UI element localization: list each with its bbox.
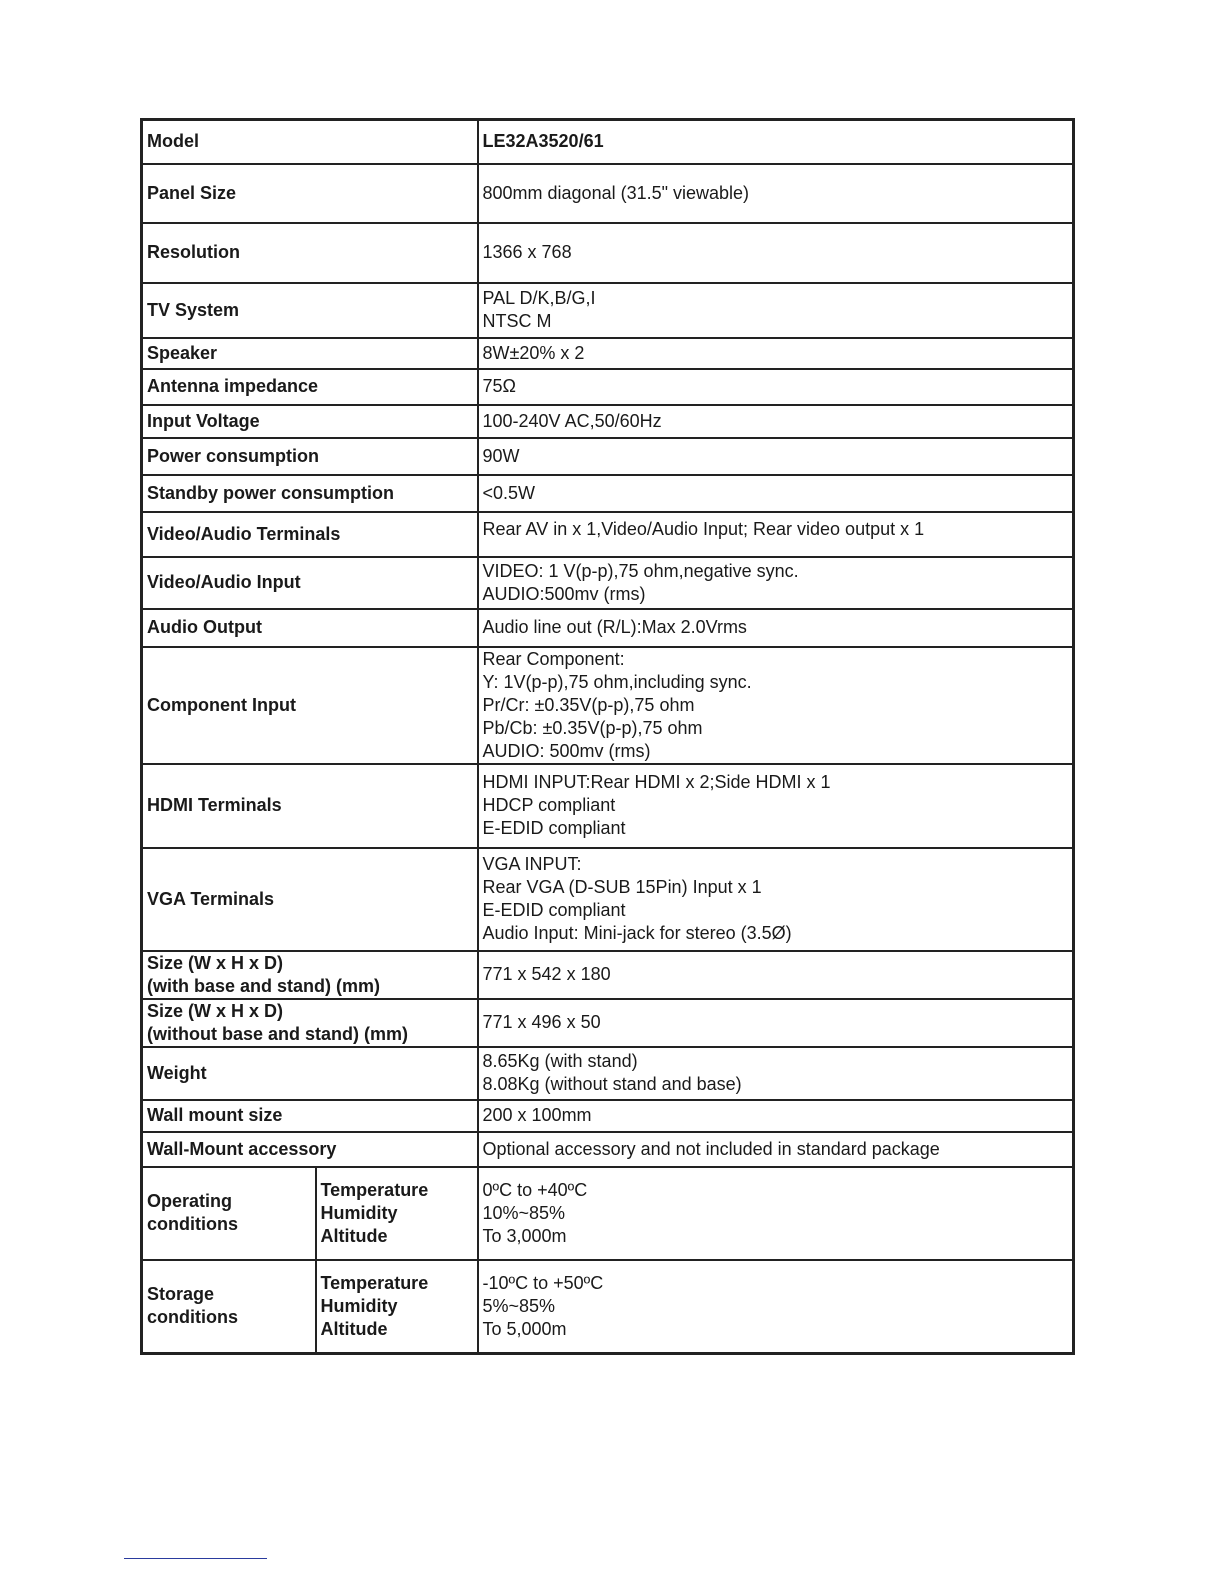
spec-row-video-audio-terminals — [142, 512, 1074, 557]
spec-row-storage-conditions — [142, 1260, 1074, 1354]
spec-row-size-without-stand — [142, 999, 1074, 1047]
spec-value: HDMI INPUT:Rear HDMI x 2;Side HDMI x 1 HDCP compliant E-EDID compliant — [478, 764, 1074, 848]
spec-value: 1366 x 768 — [478, 223, 1074, 283]
footer-divider — [124, 1558, 267, 1559]
spec-row-vga-terminals — [142, 848, 1074, 951]
spec-row-speaker — [142, 338, 1074, 369]
spec-value: 75Ω — [478, 369, 1074, 405]
spec-row-wall-mount-size — [142, 1100, 1074, 1132]
spec-value: Audio line out (R/L):Max 2.0Vrms — [478, 609, 1074, 647]
spec-row-tv-system — [142, 283, 1074, 338]
spec-value: LE32A3520/61 — [478, 120, 1074, 164]
spec-row-weight — [142, 1047, 1074, 1100]
spec-row-video-audio-input — [142, 557, 1074, 609]
spec-label: Model — [142, 120, 478, 164]
spec-row-size-with-stand — [142, 951, 1074, 999]
spec-label: TV System — [142, 283, 478, 338]
spec-label: Panel Size — [142, 164, 478, 223]
spec-label: Input Voltage — [142, 405, 478, 438]
spec-row-input-voltage — [142, 405, 1074, 438]
spec-value: VGA INPUT: Rear VGA (D-SUB 15Pin) Input x 1 E-EDID compliant Audio Input: Mini-jack for stereo (3.5Ø) — [478, 848, 1074, 951]
spec-value: Rear Component: Y: 1V(p-p),75 ohm,including sync. Pr/Cr: ±0.35V(p-p),75 ohm Pb/Cb: ±0.35V(p-p),75 ohm AUDIO: 500mv (rms) — [478, 647, 1074, 764]
spec-row-operating-conditions — [142, 1167, 1074, 1260]
spec-label: Video/Audio Terminals — [142, 512, 478, 557]
spec-table-body — [142, 120, 1074, 1354]
spec-label: VGA Terminals — [142, 848, 478, 951]
conditions-parameters: Temperature Humidity Altitude — [316, 1167, 478, 1260]
spec-label: Standby power consumption — [142, 475, 478, 512]
spec-label: Wall mount size — [142, 1100, 478, 1132]
specifications-table — [140, 118, 1075, 1355]
spec-value: Optional accessory and not included in standard package — [478, 1132, 1074, 1167]
spec-row-resolution — [142, 223, 1074, 283]
spec-value: 90W — [478, 438, 1074, 475]
spec-value: 771 x 496 x 50 — [478, 999, 1074, 1047]
spec-row-wall-mount-accessory — [142, 1132, 1074, 1167]
spec-value: <0.5W — [478, 475, 1074, 512]
conditions-parameters: Temperature Humidity Altitude — [316, 1260, 478, 1354]
spec-value: 8.65Kg (with stand) 8.08Kg (without stand and base) — [478, 1047, 1074, 1100]
spec-label: Wall-Mount accessory — [142, 1132, 478, 1167]
spec-label: HDMI Terminals — [142, 764, 478, 848]
spec-row-component-input — [142, 647, 1074, 764]
spec-value: PAL D/K,B/G,I NTSC M — [478, 283, 1074, 338]
spec-value: 800mm diagonal (31.5" viewable) — [478, 164, 1074, 223]
spec-row-model — [142, 120, 1074, 164]
spec-label: Weight — [142, 1047, 478, 1100]
spec-label: Component Input — [142, 647, 478, 764]
spec-label: Power consumption — [142, 438, 478, 475]
spec-label: Size (W x H x D) (with base and stand) (mm) — [142, 951, 478, 999]
spec-row-standby-power — [142, 475, 1074, 512]
spec-value: 100-240V AC,50/60Hz — [478, 405, 1074, 438]
spec-label: Speaker — [142, 338, 478, 369]
spec-label: Audio Output — [142, 609, 478, 647]
spec-value: VIDEO: 1 V(p-p),75 ohm,negative sync. AUDIO:500mv (rms) — [478, 557, 1074, 609]
conditions-values: -10ºC to +50ºC 5%~85% To 5,000m — [478, 1260, 1074, 1354]
spec-label: Resolution — [142, 223, 478, 283]
spec-row-panel-size — [142, 164, 1074, 223]
spec-label: Size (W x H x D) (without base and stand) (mm) — [142, 999, 478, 1047]
spec-row-power-consumption — [142, 438, 1074, 475]
conditions-values: 0ºC to +40ºC 10%~85% To 3,000m — [478, 1167, 1074, 1260]
spec-value: 771 x 542 x 180 — [478, 951, 1074, 999]
spec-value: Rear AV in x 1,Video/Audio Input; Rear video output x 1 — [478, 512, 1074, 557]
spec-label: Video/Audio Input — [142, 557, 478, 609]
spec-value: 200 x 100mm — [478, 1100, 1074, 1132]
spec-value: 8W±20% x 2 — [478, 338, 1074, 369]
spec-label: Antenna impedance — [142, 369, 478, 405]
conditions-label: Storage conditions — [142, 1260, 316, 1354]
conditions-label: Operating conditions — [142, 1167, 316, 1260]
spec-row-antenna-impedance — [142, 369, 1074, 405]
spec-row-hdmi-terminals — [142, 764, 1074, 848]
spec-row-audio-output — [142, 609, 1074, 647]
